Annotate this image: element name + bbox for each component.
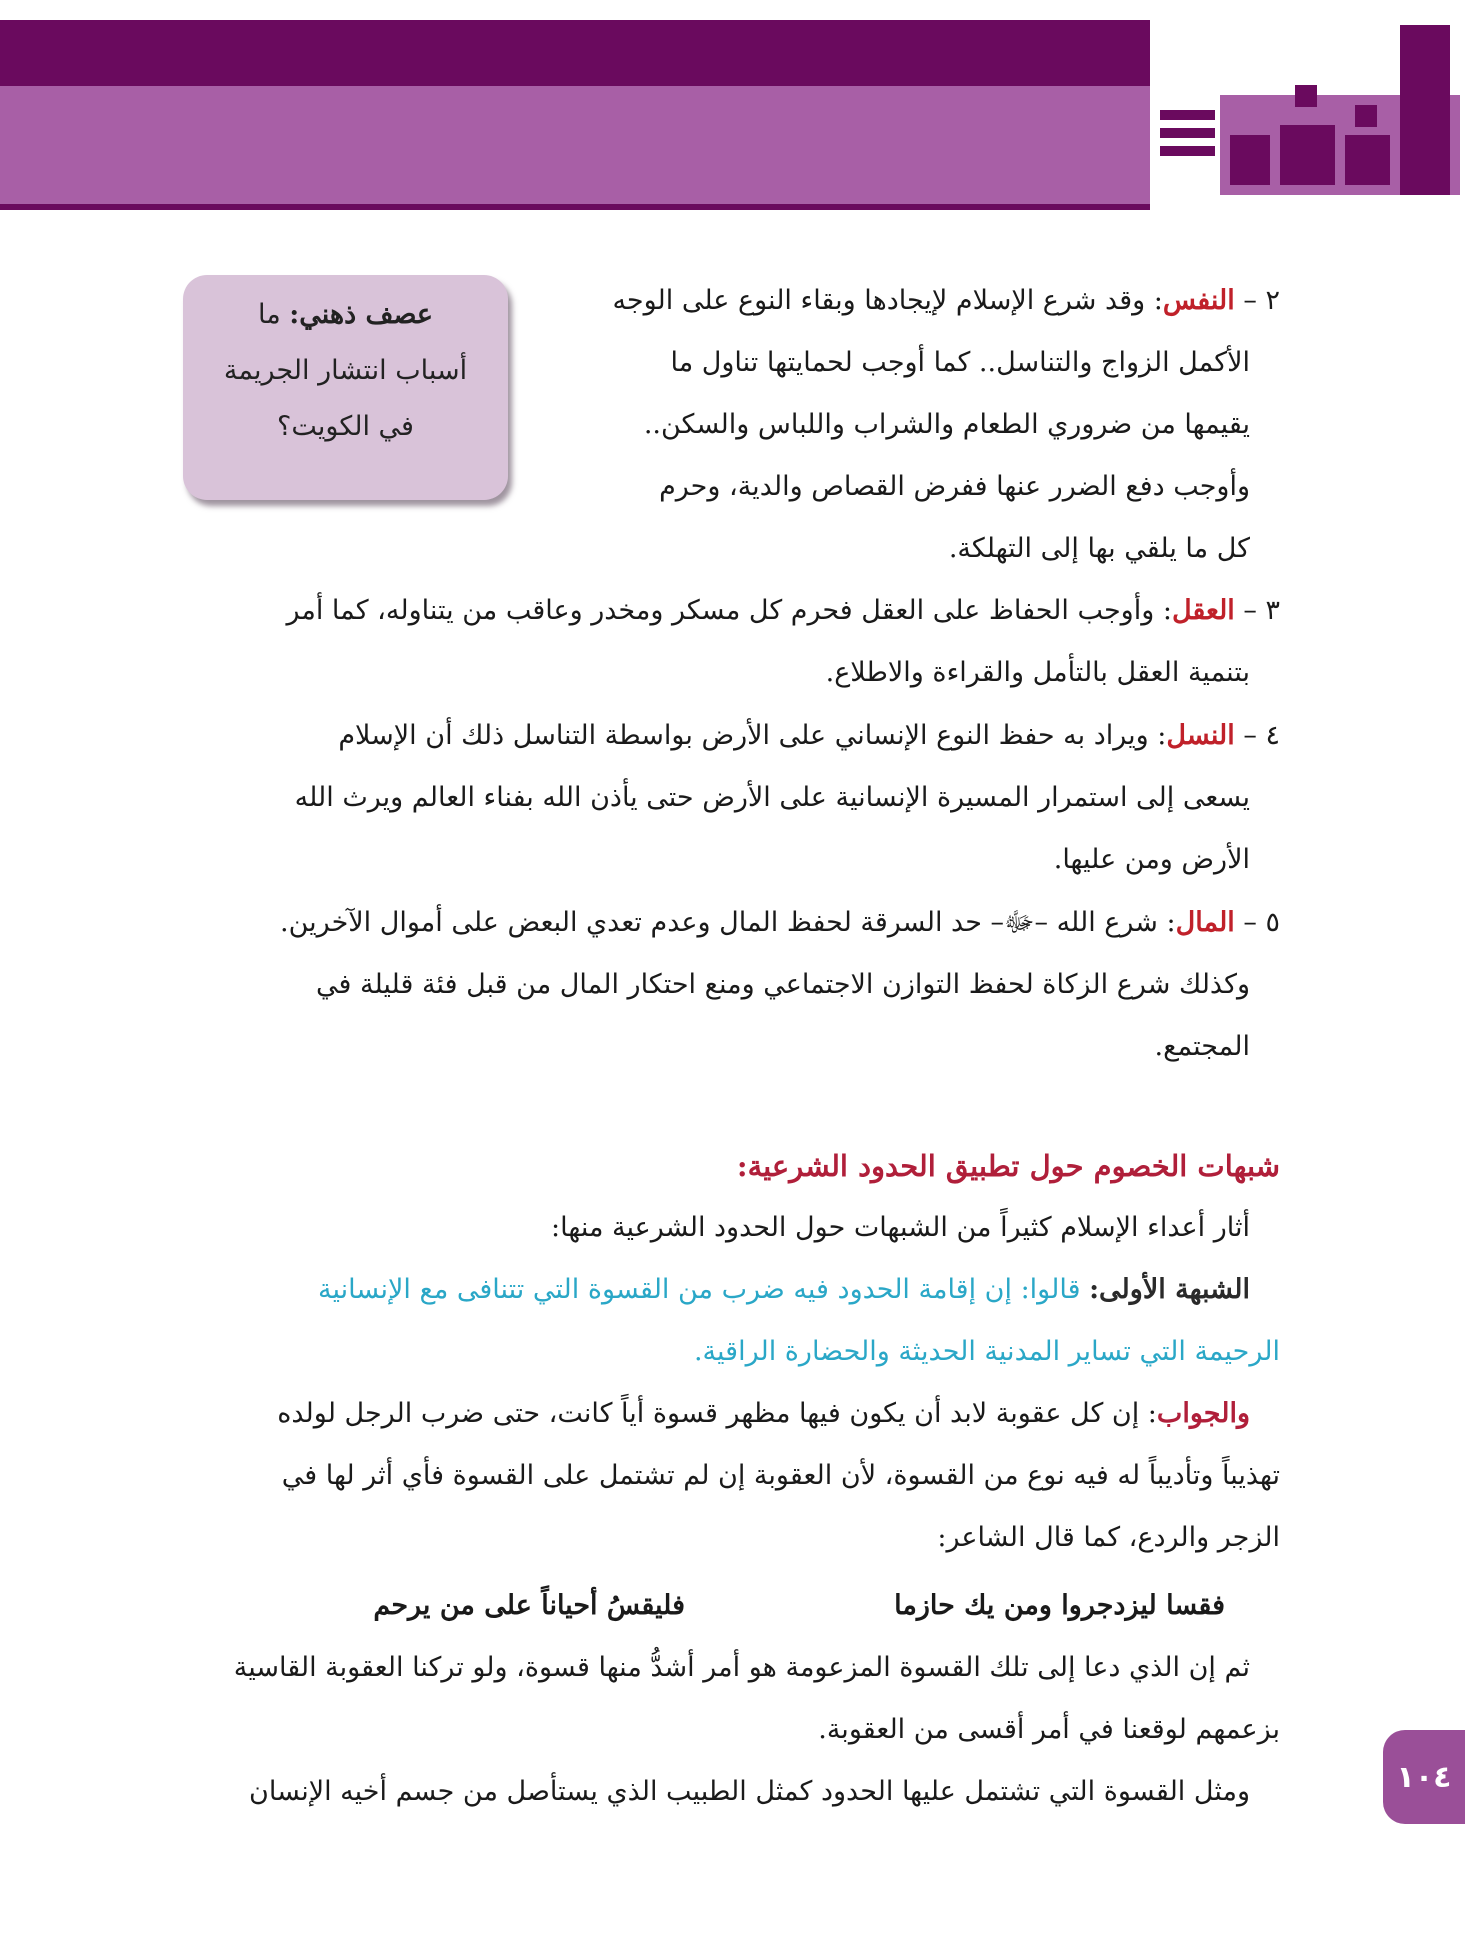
answer-text: : إن كل عقوبة لابد أن يكون فيها مظهر قسوة أياً كانت، حتى ضرب الرجل لولده (277, 1398, 1157, 1429)
item-text: : وأوجب الحفاظ على العقل فحرم كل مسكر ومخدر وعاقب من يتناوله، كما أمر (286, 595, 1172, 626)
brainstorm-box (183, 275, 508, 500)
item-term: النفس (1162, 285, 1235, 316)
item-term: العقل (1171, 595, 1235, 626)
doubt-1-label: الشبهة الأولى: (1089, 1274, 1250, 1305)
item-number: ٥ – (1243, 907, 1280, 938)
answer (180, 1383, 1280, 1445)
page-number-tab (1383, 1730, 1465, 1824)
item-text: : وقد شرع الإسلام لإيجادها وبقاء النوع على الوجه (612, 285, 1163, 316)
item-3-line: بتنمية العقل بالتأمل والقراءة والاطلاع. (825, 657, 1250, 688)
item-5 (180, 892, 1280, 1078)
answer-line: الزجر والردع، كما قال الشاعر: (937, 1522, 1280, 1553)
item-4-line (180, 705, 1280, 767)
after-line: ثم إن الذي دعا إلى تلك القسوة المزعومة هو أمر أشدُّ منها قسوة، ولو تركنا العقوبة القاسية (233, 1652, 1250, 1683)
item-4-line: يسعى إلى استمرار المسيرة الإنسانية على الأرض حتى يأذن الله بفناء العالم ويرث الله (294, 782, 1250, 813)
doubt-1 (180, 1259, 1280, 1321)
page-number: ١٠٤ (1396, 1759, 1452, 1795)
item-2-line: الأكمل الزواج والتناسل.. كما أوجب لحمايتها تناول ما (670, 347, 1250, 378)
item-number: ٣ – (1243, 595, 1280, 626)
item-number: ٤ – (1243, 720, 1280, 751)
brainstorm-line-1 (183, 287, 508, 343)
item-5-line: وكذلك شرع الزكاة لحفظ التوازن الاجتماعي ومنع احتكار المال من قبل فئة قليلة في (315, 969, 1250, 1000)
item-term: المال (1175, 907, 1235, 938)
logo-text: الفقه (1310, 172, 1332, 183)
item-5-line (180, 892, 1280, 954)
item-number: ٢ – (1243, 285, 1280, 316)
fiqh-logo (1150, 20, 1465, 210)
item-term: النسل (1166, 720, 1235, 751)
after-line: بزعمهم لوقعنا في أمر أقسى من العقوبة. (818, 1714, 1280, 1745)
section-intro: أثار أعداء الإسلام كثيراً من الشبهات حول الحدود الشرعية منها: (551, 1212, 1250, 1243)
brainstorm-title: عصف ذهني: (289, 299, 434, 330)
item-2-line: وأوجب دفع الضرر عنها ففرض القصاص والدية، وحرم (659, 471, 1250, 502)
item-2-line: كل ما يلقي بها إلى التهلكة. (948, 533, 1250, 564)
item-3 (180, 580, 1280, 704)
verse-left: فليقسُ أحياناً على من يرحم (373, 1590, 685, 1621)
item-4 (180, 705, 1280, 891)
section-title: شبهات الخصوم حول تطبيق الحدود الشرعية: (736, 1149, 1280, 1183)
item-2 (550, 270, 1280, 580)
item-2-line: يقيمها من ضروري الطعام والشراب واللباس والسكن.. (643, 409, 1250, 440)
section-after-verse (180, 1637, 1280, 1823)
brainstorm-body-1: ما (257, 299, 281, 330)
answer-line: تهذيباً وتأديباً له فيه نوع من القسوة، لأن العقوبة إن لم تشتمل على القسوة فأي أثر لها في (281, 1460, 1280, 1491)
item-4-line: الأرض ومن عليها. (1053, 844, 1250, 875)
item-3-line (180, 580, 1280, 642)
after-line: ومثل القسوة التي تشتمل عليها الحدود كمثل الطبيب الذي يستأصل من جسم أخيه الإنسان (249, 1776, 1250, 1807)
doubt-1-line: الرحيمة التي تساير المدنية الحديثة والحضارة الراقية. (693, 1336, 1280, 1367)
brainstorm-line-2: أسباب انتشار الجريمة (223, 355, 468, 386)
item-2-line (550, 270, 1280, 332)
verse-right: فقسا ليزدجروا ومن يك حازما (894, 1590, 1225, 1621)
section-doubts (180, 1135, 1280, 1569)
answer-label: والجواب (1156, 1398, 1250, 1429)
brainstorm-line-3: في الكويت؟ (277, 411, 414, 442)
item-text: : شرع الله –ﷻ– حد السرقة لحفظ المال وعدم تعدي البعض على أموال الآخرين. (280, 907, 1176, 938)
item-text: : ويراد به حفظ النوع الإنساني على الأرض بواسطة التناسل ذلك أن الإسلام (338, 720, 1167, 751)
item-5-line: المجتمع. (1154, 1031, 1250, 1062)
doubt-1-text: قالوا: إن إقامة الحدود فيه ضرب من القسوة التي تتنافى مع الإنسانية (318, 1274, 1090, 1305)
